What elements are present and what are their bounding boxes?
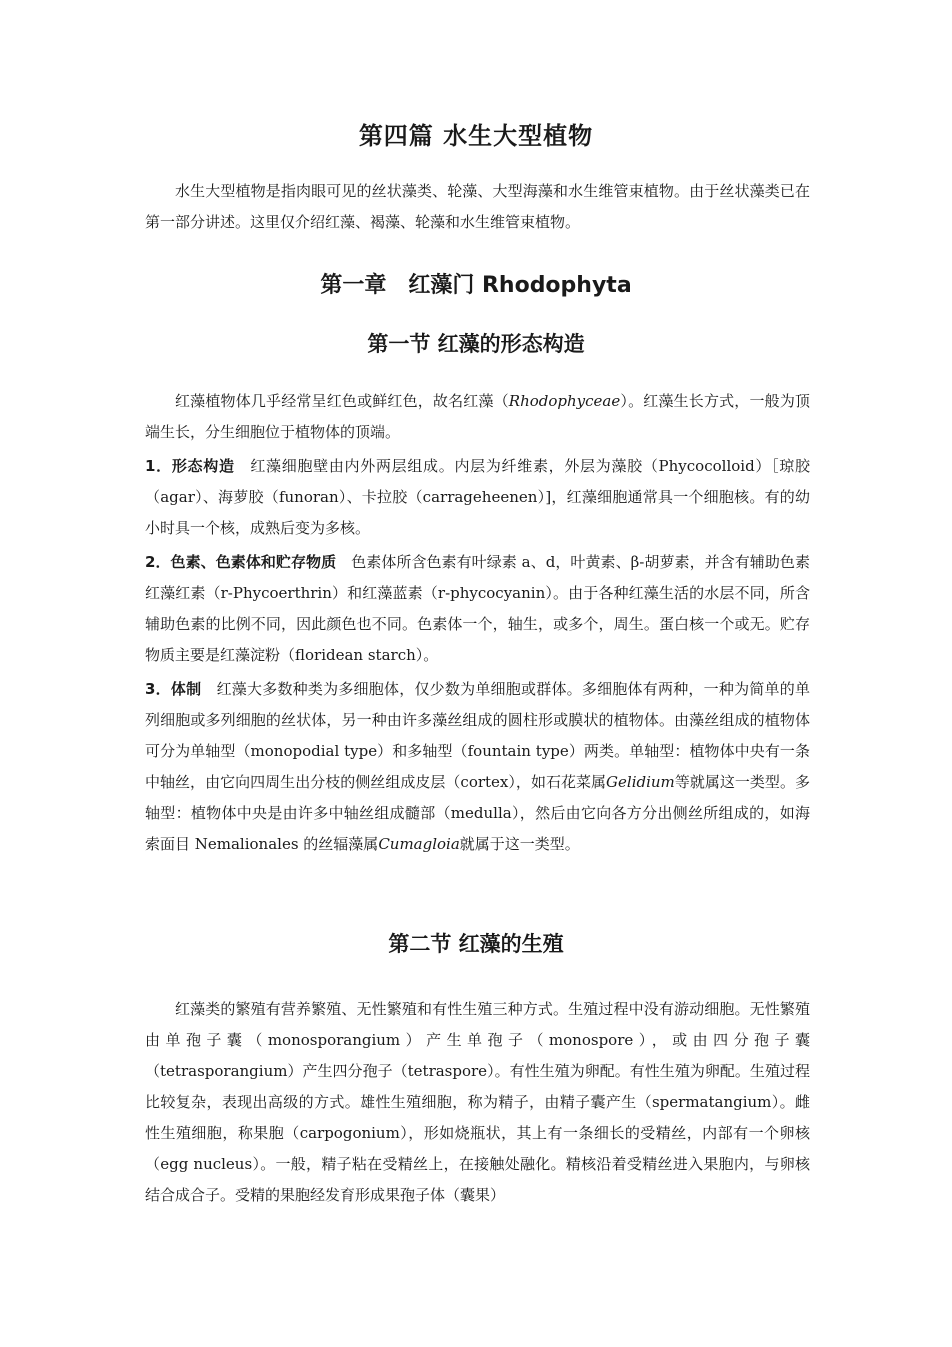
- item-morphology: 1．形态构造 红藻细胞壁由内外两层组成。内层为纤维素，外层为藻胶（Phycocolloid）［琼胶（agar）、海萝胶（funoran）、卡拉胶（carrageheenen）]，红藻细胞通常具一个细胞核。有的幼小时具一个核，成熟后变为多核。: [145, 457, 810, 537]
- latin-term: Rhodophyceae: [508, 392, 621, 410]
- intro-paragraph: 水生大型植物是指肉眼可见的丝状藻类、轮藻、大型海藻和水生维管束植物。由于丝状藻类已在第一部分讲述。这里仅介绍红藻、褐藻、轮藻和水生维管束植物。: [145, 182, 810, 231]
- chapter-title: 第一章 红藻门 Rhodophyta: [320, 273, 632, 298]
- section2-paragraph: 红藻类的繁殖有营养繁殖、无性繁殖和有性生殖三种方式。生殖过程中没有游动细胞。无性繁殖由单孢子囊（monosporangium）产生单孢子（monospore），或由四分孢子囊（tetrasporangium）产生四分孢子（tetraspore）。有性生殖为卵配。有性生殖为卵配。生殖过程比较复杂，表现出高级的方式。雄性生殖细胞，称为精子，由精子囊产生（spermatangium）。雌性生殖细胞，称果胞（carpogonium），形如烧瓶状，其上有一条细长的受精丝，内部有一个卵核（egg nucleus）。一般，精子粘在受精丝上，在接触处融化。精核沿着受精丝进入果胞内，与卵核结合成合子。受精的果胞经发育形成果孢子体（囊果）: [145, 1000, 810, 1204]
- section1-paragraph: 红藻植物体几乎经常呈红色或鲜红色，故名红藻（Rhodophyceae）。红藻生长方式，一般为顶端生长，分生细胞位于植物体的顶端。: [145, 392, 810, 441]
- section2-title: 第二节 红藻的生殖: [388, 932, 564, 956]
- latin-term: Gelidium: [606, 773, 675, 791]
- section1-title: 第一节 红藻的形态构造: [367, 332, 585, 356]
- item-heading: 3．体制: [145, 680, 202, 698]
- item-body-form: 3．体制 红藻大多数种类为多细胞体，仅少数为单细胞或群体。多细胞体有两种，一种为简单的单列细胞或多列细胞的丝状体，另一种由许多藻丝组成的圆柱形或膜状的植物体。由藻丝组成的植物体可分为单轴型（monopodial type）和多轴型（fountain type）两类。单轴型：植物体中央有一条中轴丝，由它向四周生出分枝的侧丝组成皮层（cortex），如石花菜属Gelidium等就属这一类型。多轴型：植物体中央是由许多中轴丝组成髓部（medulla），然后由它向各方分出侧丝所组成的，如海索面目 Nemalionales 的丝辐藻属Cumagloia就属于这一类型。: [145, 680, 810, 853]
- item-pigments: 2．色素、色素体和贮存物质 色素体所含色素有叶绿素 a、d，叶黄素、β-胡萝素，并含有辅助色素红藻红素（r-Phycoerthrin）和红藻蓝素（r-phycocyanin）。由于各种红藻生活的水层不同，所含辅助色素的比例不同，因此颜色也不同。色素体一个，轴生，或多个，周生。蛋白核一个或无。贮存物质主要是红藻淀粉（floridean starch）。: [145, 553, 810, 664]
- part-title: 第四篇 水生大型植物: [358, 122, 594, 150]
- item-heading: 1．形态构造: [145, 457, 235, 475]
- item-heading: 2．色素、色素体和贮存物质: [145, 553, 337, 571]
- latin-term: Cumagloia: [378, 835, 460, 853]
